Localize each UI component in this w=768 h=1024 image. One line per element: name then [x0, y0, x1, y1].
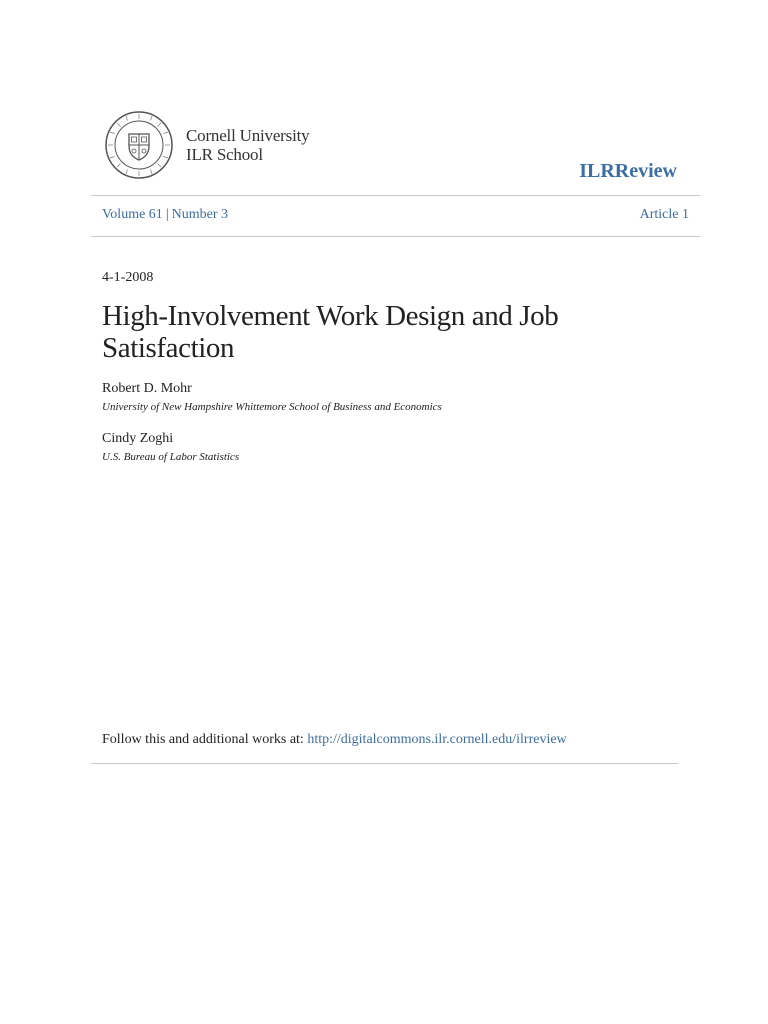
issue-row	[102, 207, 689, 223]
university-name	[186, 126, 309, 164]
author-name[interactable]: Cindy Zoghi	[102, 431, 174, 446]
article-link[interactable]: Article 1	[639, 207, 689, 222]
follow-line	[102, 732, 567, 748]
number-link[interactable]: Number 3	[171, 207, 229, 222]
author-name[interactable]: Robert D. Mohr	[102, 381, 192, 396]
author-affiliation: University of New Hampshire Whittemore School of Business and Economics	[102, 401, 442, 413]
university-line-2: ILR School	[186, 145, 263, 164]
issue-divider	[91, 236, 700, 237]
paper-title	[102, 300, 622, 364]
paper-title-line-2: Satisfaction	[102, 332, 235, 364]
header-divider	[91, 195, 700, 196]
cornell-seal-icon	[104, 110, 174, 180]
publication-date: 4-1-2008	[102, 270, 154, 285]
follow-text: Follow this and additional works at:	[102, 732, 304, 747]
university-line-1: Cornell University	[186, 126, 310, 145]
volume-link[interactable]: Volume 61	[102, 207, 163, 222]
paper-title-line-1: High-Involvement Work Design and Job	[102, 300, 559, 332]
issue-separator: |	[165, 207, 169, 222]
journal-name[interactable]: ILRReview	[579, 160, 677, 182]
author-affiliation: U.S. Bureau of Labor Statistics	[102, 451, 240, 463]
repository-link[interactable]: http://digitalcommons.ilr.cornell.edu/ilrreview	[307, 732, 567, 747]
footer-divider	[91, 763, 678, 764]
header	[0, 0, 768, 200]
